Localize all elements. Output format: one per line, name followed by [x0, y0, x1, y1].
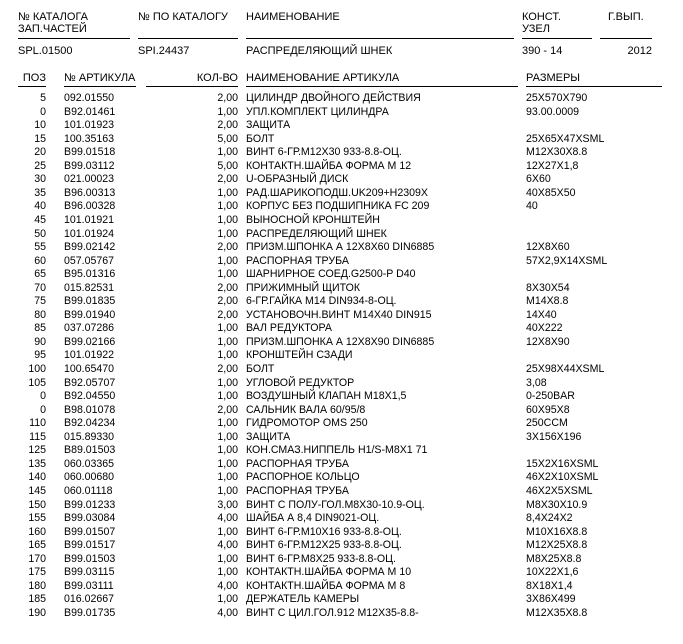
row-poz: 170 — [28, 552, 46, 565]
row-article-name: ВИНТ С ЦИЛ.ГОЛ.912 M12X35-8.8- — [246, 606, 419, 619]
row-size: 12X8X90 — [526, 335, 570, 348]
row-qty: 1,00 — [217, 444, 238, 457]
row-article-no: 101.01922 — [64, 349, 115, 362]
table-row — [0, 527, 683, 538]
row-poz: 75 — [34, 295, 46, 308]
assembly-label-line1: КОНСТ. — [522, 11, 561, 23]
row-article-name: ПРИЖИМНЫЙ ЩИТОК — [246, 281, 361, 294]
col-sizes-heading: РАЗМЕРЫ — [526, 72, 581, 84]
row-size: 40X222 — [526, 322, 563, 335]
row-poz: 0 — [40, 390, 46, 403]
row-article-name: ЗАЩИТА — [246, 119, 291, 132]
row-article-no: 015.82531 — [64, 281, 115, 294]
table-row — [0, 445, 683, 456]
row-article-no: B99.01518 — [64, 146, 116, 159]
col-rule-article-name — [246, 86, 518, 87]
row-size: M10X16X8.8 — [526, 525, 588, 538]
row-article-name: КОНТАКТН.ШАЙБА ФОРМА М 10 — [246, 566, 412, 579]
row-poz: 65 — [34, 268, 46, 281]
row-article-no: 021.00023 — [64, 173, 115, 186]
col-qty-heading: КОЛ-ВО — [196, 72, 238, 84]
row-poz: 55 — [34, 241, 46, 254]
row-size: M12X35X8.8 — [526, 606, 588, 619]
table-row — [0, 93, 683, 104]
col-article-no-heading: № АРТИКУЛА — [64, 72, 136, 84]
row-poz: 140 — [28, 471, 46, 484]
row-article-no: B99.01735 — [64, 606, 116, 619]
row-article-name: КОНТАКТН.ШАЙБА ФОРМА М 8 — [246, 579, 406, 592]
row-qty: 1,00 — [217, 335, 238, 348]
row-article-name: 6-ГР.ГАЙКА M14 DIN934-8-ОЦ. — [246, 295, 397, 308]
row-qty: 2,00 — [217, 363, 238, 375]
assembly-label-line2: УЗЕЛ — [522, 23, 550, 35]
row-poz: 35 — [34, 186, 46, 199]
row-article-no: 060.03365 — [64, 457, 115, 470]
row-article-no: B98.01078 — [64, 403, 116, 416]
row-size: 8X18X1,4 — [526, 579, 573, 592]
row-size: 57X2,9X14XSML — [526, 254, 608, 267]
row-qty: 1,00 — [217, 390, 238, 403]
row-qty: 3,00 — [217, 498, 238, 511]
row-poz: 160 — [28, 525, 46, 538]
row-poz: 145 — [28, 485, 46, 497]
row-article-no: B99.03084 — [64, 512, 116, 524]
row-article-no: 015.89330 — [64, 430, 115, 443]
row-article-no: 100.35163 — [64, 132, 115, 145]
row-article-name: ВИНТ С ПОЛУ-ГОЛ.M8X30-10.9-ОЦ. — [246, 498, 425, 511]
row-article-name: КОН.СМАЗ.НИППЕЛЬ H1/S-M8X1 71 — [246, 444, 428, 457]
row-size: M12X25X8.8 — [526, 539, 588, 552]
row-article-no: B99.01233 — [64, 498, 116, 511]
row-qty: 1,00 — [217, 200, 238, 213]
table-row — [0, 391, 683, 402]
row-size: M8X30X10.9 — [526, 498, 588, 511]
row-size: 3,08 — [526, 376, 547, 389]
table-row — [0, 350, 683, 361]
row-article-name: ВИНТ 6-ГР.M8X25 933-8.8-ОЦ. — [246, 552, 396, 565]
row-article-no: 037.07286 — [64, 322, 115, 335]
row-article-no: 100.65470 — [64, 363, 115, 375]
row-qty: 2,00 — [217, 92, 238, 104]
row-qty: 2,00 — [217, 295, 238, 308]
row-article-name: ВЫНОСНОЙ КРОНШТЕЙН — [246, 213, 380, 226]
row-article-no: B96.00328 — [64, 200, 116, 213]
name-label: НАИМЕНОВАНИЕ — [246, 11, 340, 23]
table-row — [0, 256, 683, 267]
col-rule-sizes — [526, 86, 662, 87]
row-size: 40X85X50 — [526, 186, 576, 199]
row-article-name: ВОЗДУШНЫЙ КЛАПАН M18X1,5 — [246, 390, 407, 403]
row-article-name: U-ОБРАЗНЫЙ ДИСК — [246, 173, 349, 186]
row-qty: 1,00 — [217, 485, 238, 497]
table-row — [0, 323, 683, 334]
row-qty: 4,00 — [217, 512, 238, 524]
table-row — [0, 107, 683, 118]
row-size: M12X30X8.8 — [526, 146, 588, 159]
row-size: 3X86X499 — [526, 593, 576, 606]
col-rule-article-no — [64, 86, 136, 87]
row-size: 0-250BAR — [526, 390, 575, 403]
row-size: 8,4X24X2 — [526, 512, 573, 524]
catalog-no-value: SPL.01500 — [18, 45, 73, 57]
row-article-name: ЦИЛИНДР ДВОЙНОГО ДЕЙСТВИЯ — [246, 92, 421, 104]
row-qty: 1,00 — [217, 146, 238, 159]
catalog-no-label-line2: ЗАП.ЧАСТЕЙ — [18, 23, 87, 35]
row-qty: 5,00 — [217, 132, 238, 145]
row-size: 3X156X196 — [526, 430, 582, 443]
row-qty: 1,00 — [217, 457, 238, 470]
table-row — [0, 405, 683, 416]
row-poz: 10 — [34, 119, 46, 132]
row-article-name: КОНТАКТН.ШАЙБА ФОРМА М 12 — [246, 159, 412, 172]
row-poz: 105 — [28, 376, 46, 389]
row-poz: 165 — [28, 539, 46, 552]
row-article-no: B99.03115 — [64, 566, 115, 579]
catalog-ref-label: № ПО КАТАЛОГУ — [138, 11, 228, 23]
col-rule-poz — [18, 86, 46, 87]
table-row — [0, 269, 683, 280]
col-article-name-heading: НАИМЕНОВАНИЕ АРТИКУЛА — [246, 72, 400, 84]
row-article-name: ПРИЗМ.ШПОНКА А 12X8X90 DIN6885 — [246, 335, 435, 348]
row-poz: 0 — [40, 403, 46, 416]
row-poz: 15 — [34, 132, 46, 145]
row-qty: 1,00 — [217, 254, 238, 267]
row-poz: 95 — [34, 349, 46, 362]
row-article-name: БОЛТ — [246, 132, 275, 145]
table-row — [0, 242, 683, 253]
row-size: 10X22X1,6 — [526, 566, 579, 579]
row-article-no: 060.00680 — [64, 471, 115, 484]
row-qty: 2,00 — [217, 173, 238, 186]
row-qty: 2,00 — [217, 308, 238, 321]
table-row — [0, 188, 683, 199]
row-qty: 1,00 — [217, 552, 238, 565]
table-row — [0, 513, 683, 524]
row-qty: 2,00 — [217, 281, 238, 294]
row-qty: 4,00 — [217, 606, 238, 619]
row-article-no: B99.01940 — [64, 308, 116, 321]
table-row — [0, 418, 683, 429]
row-qty: 2,00 — [217, 119, 238, 132]
row-size: 250CCM — [526, 417, 568, 430]
row-article-name: РАСПОРНОЕ КОЛЬЦО — [246, 471, 360, 484]
row-article-no: 101.01924 — [64, 227, 115, 240]
row-article-name: ВИНТ 6-ГР.M10X16 933-8.8-ОЦ. — [246, 525, 402, 538]
row-article-name: РАД.ШАРИКОПОДШ.UK209+H2309X — [246, 186, 428, 199]
row-poz: 175 — [28, 566, 46, 579]
table-row — [0, 567, 683, 578]
catalog-no-label — [18, 11, 88, 35]
row-poz: 110 — [29, 417, 46, 430]
row-qty: 1,00 — [217, 268, 238, 281]
row-size: 93.00.0009 — [526, 105, 580, 118]
table-row — [0, 500, 683, 511]
row-poz: 20 — [34, 146, 46, 159]
row-size: M8X25X8.8 — [526, 552, 582, 565]
row-poz: 25 — [34, 159, 46, 172]
table-row — [0, 581, 683, 592]
year-label: Г.ВЫП. — [608, 11, 644, 23]
header-rule-year — [600, 38, 652, 39]
row-size: 60X95X8 — [526, 403, 570, 416]
row-poz: 60 — [34, 254, 46, 267]
row-poz: 40 — [34, 200, 46, 213]
col-rule-qty — [146, 86, 238, 87]
row-qty: 5,00 — [217, 159, 238, 172]
row-article-no: 016.02667 — [64, 593, 115, 606]
row-qty: 1,00 — [217, 566, 238, 579]
row-poz: 180 — [28, 579, 46, 592]
table-row — [0, 310, 683, 321]
year-value: 2012 — [627, 45, 652, 57]
row-article-no: B89.01503 — [64, 444, 116, 457]
row-size: 12X27X1,8 — [526, 159, 579, 172]
assembly-label — [522, 11, 561, 35]
table-row — [0, 215, 683, 226]
table-row — [0, 378, 683, 389]
row-article-no: B92.04550 — [64, 390, 116, 403]
row-article-no: B99.03112 — [64, 159, 115, 172]
row-article-name: УГЛОВОЙ РЕДУКТОР — [246, 376, 355, 389]
table-row — [0, 337, 683, 348]
row-size: M14X8.8 — [526, 295, 569, 308]
row-poz: 30 — [34, 173, 46, 186]
row-article-no: B95.01316 — [64, 268, 116, 281]
row-article-no: 060.01118 — [64, 485, 113, 497]
row-article-name: ВИНТ 6-ГР.M12X25 933-8.8-ОЦ. — [246, 539, 402, 552]
table-row — [0, 229, 683, 240]
catalog-ref-value: SPI.24437 — [138, 45, 190, 57]
table-row — [0, 486, 683, 497]
row-size: 25X570X790 — [526, 92, 588, 104]
row-article-no: B99.01503 — [64, 552, 116, 565]
row-qty: 1,00 — [217, 213, 238, 226]
row-qty: 4,00 — [217, 539, 238, 552]
row-article-no: B92.01461 — [64, 105, 116, 118]
row-size: 14X40 — [526, 308, 557, 321]
row-article-name: ГИДРОМОТОР OMS 250 — [246, 417, 368, 430]
row-qty: 1,00 — [217, 349, 238, 362]
row-article-no: B99.02166 — [64, 335, 116, 348]
row-poz: 80 — [34, 308, 46, 321]
header-rule-catalog-ref — [138, 38, 238, 39]
table-row — [0, 554, 683, 565]
row-size: 6X60 — [526, 173, 551, 186]
row-qty: 2,00 — [217, 403, 238, 416]
row-poz: 135 — [28, 457, 46, 470]
row-poz: 125 — [28, 444, 46, 457]
row-article-name: КОРПУС БЕЗ ПОДШИПНИКА FC 209 — [246, 200, 430, 213]
row-article-name: САЛЬНИК ВАЛА 60/95/8 — [246, 403, 366, 416]
row-article-name: РАСПОРНАЯ ТРУБА — [246, 485, 349, 497]
row-article-name: РАСПОРНАЯ ТРУБА — [246, 254, 349, 267]
row-article-name: БОЛТ — [246, 363, 275, 375]
table-row — [0, 134, 683, 145]
row-size: 25X65X47XSML — [526, 132, 605, 145]
row-size: 25X98X44XSML — [526, 363, 605, 375]
row-article-no: B99.01835 — [64, 295, 116, 308]
row-poz: 5 — [40, 92, 46, 104]
row-article-no: 057.05767 — [64, 254, 115, 267]
row-poz: 50 — [34, 227, 46, 240]
row-size: 46X2X5XSML — [526, 485, 593, 497]
table-row — [0, 608, 683, 619]
row-article-no: B96.00313 — [64, 186, 116, 199]
row-qty: 1,00 — [217, 105, 238, 118]
row-article-no: B99.01507 — [64, 525, 116, 538]
row-qty: 4,00 — [217, 579, 238, 592]
row-article-name: ПРИЗМ.ШПОНКА А 12X8X60 DIN6885 — [246, 241, 435, 254]
row-size: 40 — [526, 200, 538, 213]
row-poz: 100 — [28, 363, 46, 375]
row-article-name: РАСПРЕДЕЛЯЮЩИЙ ШНЕК — [246, 227, 387, 240]
row-article-no: B99.01517 — [64, 539, 116, 552]
row-poz: 155 — [28, 512, 46, 524]
row-article-no: 101.01921 — [64, 213, 115, 226]
row-article-name: ВИНТ 6-ГР.M12X30 933-8.8-ОЦ. — [246, 146, 402, 159]
row-poz: 45 — [34, 213, 46, 226]
row-poz: 115 — [29, 430, 46, 443]
row-qty: 1,00 — [217, 525, 238, 538]
row-article-name: ДЕРЖАТЕЛЬ КАМЕРЫ — [246, 593, 360, 606]
assembly-value: 390 - 14 — [522, 45, 563, 57]
row-poz: 150 — [28, 498, 46, 511]
row-qty: 1,00 — [217, 417, 238, 430]
row-article-no: 092.01550 — [64, 92, 115, 104]
table-row — [0, 364, 683, 375]
row-article-name: УПЛ.КОМПЛЕКТ ЦИЛИНДРА — [246, 105, 389, 118]
row-qty: 1,00 — [217, 322, 238, 335]
catalog-no-label-line1: № КАТАЛОГА — [18, 11, 89, 23]
row-qty: 1,00 — [217, 376, 238, 389]
row-article-no: B92.04234 — [64, 417, 116, 430]
row-poz: 0 — [40, 105, 46, 118]
table-row — [0, 296, 683, 307]
table-row — [0, 432, 683, 443]
row-qty: 1,00 — [217, 430, 238, 443]
table-row — [0, 459, 683, 470]
name-value: РАСПРЕДЕЛЯЮЩИЙ ШНЕК — [246, 45, 393, 57]
row-article-name: РАСПОРНАЯ ТРУБА — [246, 457, 349, 470]
row-poz: 85 — [34, 322, 46, 335]
header-rule-name — [246, 38, 514, 39]
row-article-no: B99.03111 — [64, 579, 114, 592]
table-row — [0, 161, 683, 172]
table-row — [0, 147, 683, 158]
row-poz: 190 — [28, 606, 46, 619]
table-row — [0, 201, 683, 212]
row-article-name: ШАРНИРНОЕ СОЕД.G2500-P D40 — [246, 268, 416, 281]
header-rule-assembly — [522, 38, 592, 39]
row-size: 8X30X54 — [526, 281, 570, 294]
table-row — [0, 120, 683, 131]
col-poz-heading: ПОЗ — [22, 72, 46, 84]
row-poz: 185 — [28, 593, 46, 606]
row-qty: 1,00 — [217, 471, 238, 484]
row-qty: 1,00 — [217, 186, 238, 199]
row-article-name: КРОНШТЕЙН СЗАДИ — [246, 349, 353, 362]
table-row — [0, 472, 683, 483]
row-size: 15X2X16XSML — [526, 457, 599, 470]
row-size: 12X8X60 — [526, 241, 570, 254]
table-row — [0, 283, 683, 294]
table-row — [0, 594, 683, 605]
row-article-no: 101.01923 — [64, 119, 115, 132]
row-article-name: ВАЛ РЕДУКТОРА — [246, 322, 332, 335]
row-qty: 2,00 — [217, 241, 238, 254]
row-article-name: УСТАНОВОЧН.ВИНТ M14X40 DIN915 — [246, 308, 432, 321]
table-row — [0, 174, 683, 185]
row-qty: 1,00 — [217, 593, 238, 606]
row-size: 46X2X10XSML — [526, 471, 599, 484]
table-row — [0, 540, 683, 551]
row-poz: 90 — [34, 335, 46, 348]
header-rule-catalog-no — [18, 38, 130, 39]
row-qty: 1,00 — [217, 227, 238, 240]
row-article-no: B99.02142 — [64, 241, 116, 254]
row-poz: 70 — [34, 281, 46, 294]
row-article-name: ЗАЩИТА — [246, 430, 291, 443]
row-article-name: ШАЙБА А 8,4 DIN9021-ОЦ. — [246, 512, 380, 524]
row-article-no: B92.05707 — [64, 376, 116, 389]
